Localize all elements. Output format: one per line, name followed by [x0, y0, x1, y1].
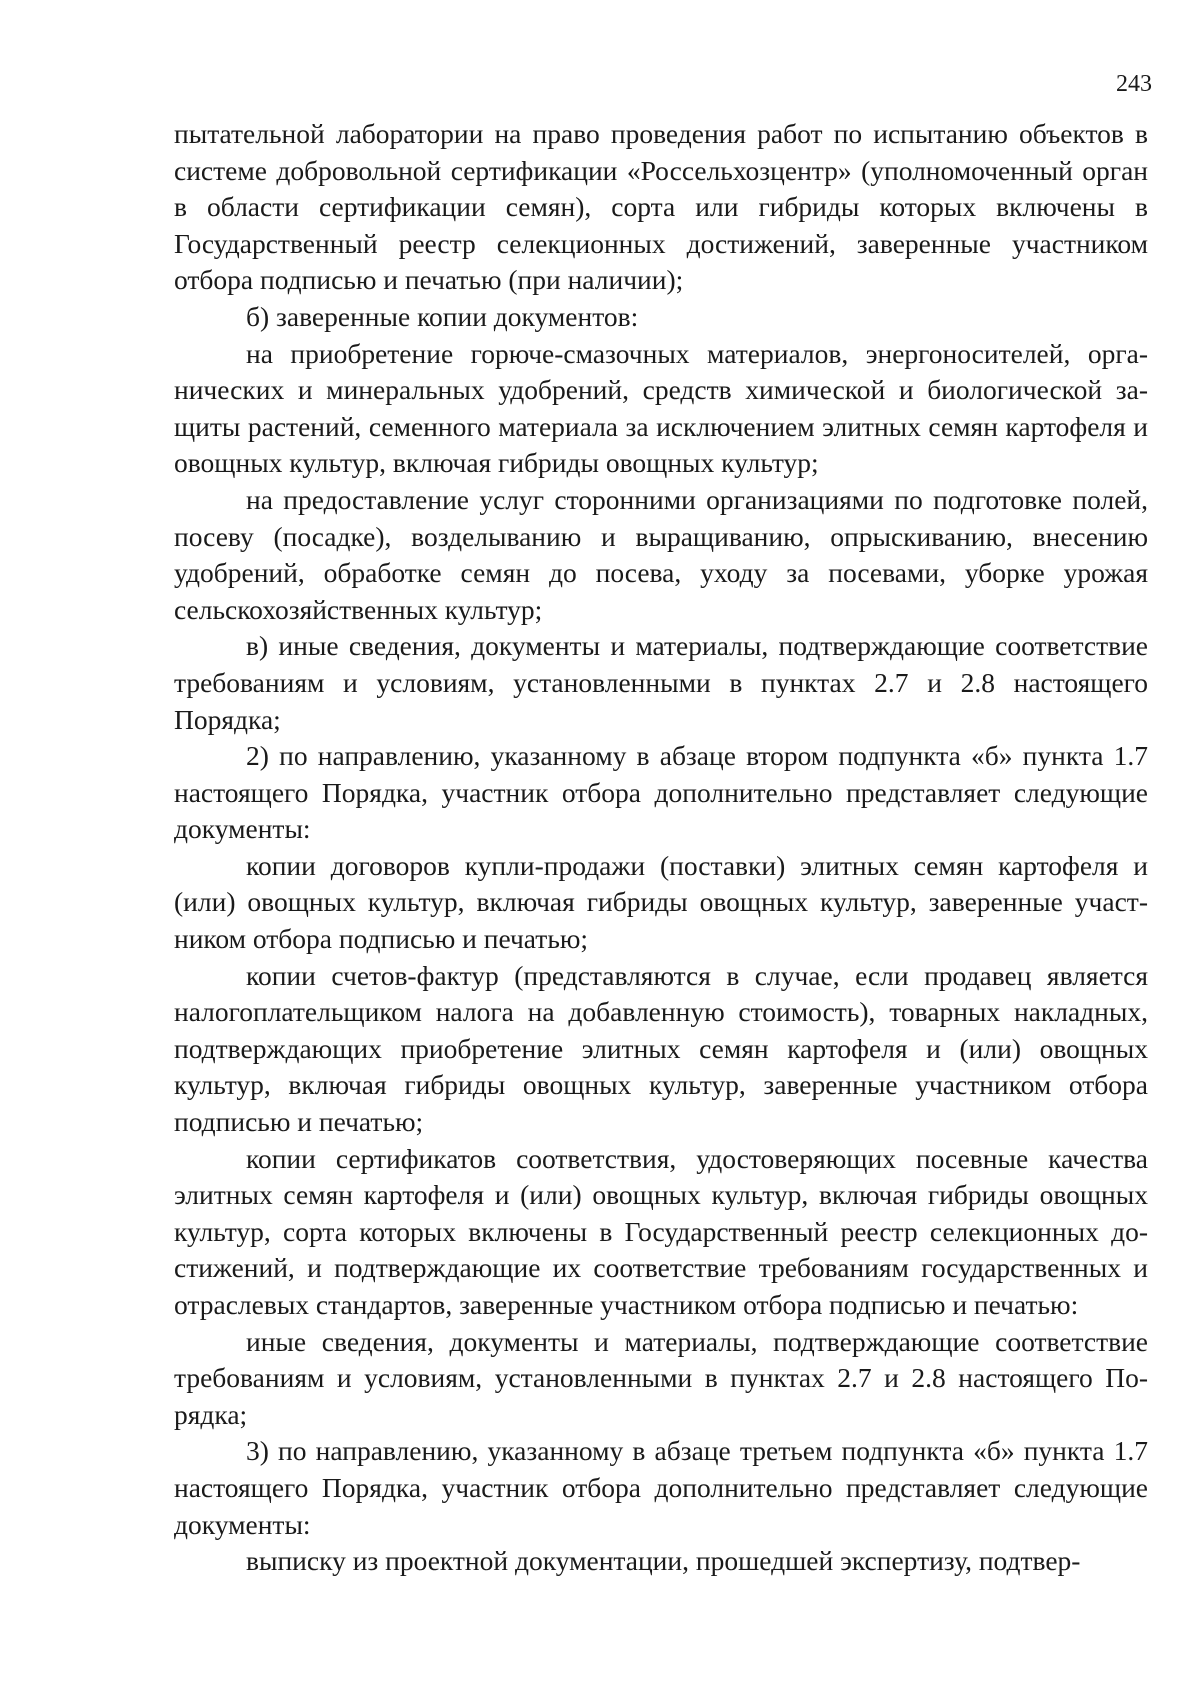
paragraph-4: на предоставление услуг сторонними организациями по подготовке полей, посеву (посадке), возделыванию и выращиванию, опрыскиванию, внесению удобрений, обработке семян до посева, уходу за посевами, уборке урожая сельскохозяйственных культур;	[174, 483, 1148, 625]
paragraph-7: копии договоров купли-продажи (поставки) элитных семян картофеля и (или) овощных культур, включая гибриды овощных культур, заверенные участником отбора подписью и печатью;	[174, 849, 1148, 955]
paragraph-1: пытательной лаборатории на право проведения работ по испытанию объектов в системе добровольной сертификации «Россельхозцентр» (уполномоченный орган в области сертификации семян), сорта или гибриды которых включены в Государственный реестр селекционных достижений, заверенные участником отбора подписью и печатью (при наличии);	[174, 118, 1148, 296]
paragraph-8: копии счетов-фактур (представляются в случае, если продавец является налогоплательщиком налога на добавленную стоимость), товарных накладных, подтверждающих приобретение элитных семян картофеля и (или) овощных культур, включая гибриды овощных культур, заверенные участником отбора подписью и печатью;	[174, 959, 1148, 1138]
paragraph-6: 2) по направлению, указанному в абзаце втором подпункта «б» пункта 1.7 настоящего Порядка, участник отбора дополнительно представляет следующие документы:	[174, 740, 1148, 845]
page-number: 243	[1116, 71, 1152, 97]
paragraph-5: в) иные сведения, документы и материалы, подтверждающие соответствие требованиям и условиям, установленными в пунктах 2.7 и 2.8 настоящего Порядка;	[174, 630, 1148, 735]
paragraph-3: на приобретение горюче-смазочных материалов, энергоносителей, органических и минеральных удобрений, средств химической и биологической защиты растений, семенного материала за исключением элитных семян картофеля и овощных культур, включая гибриды овощных культур;	[174, 337, 1148, 479]
paragraph-12: выписку из проектной документации, прошедшей экспертизу, подтвер-	[246, 1545, 1081, 1577]
paragraph-9: копии сертификатов соответствия, удостоверяющих посевные качества элитных семян картофеля и (или) овощных культур, включая гибриды овощных культур, сорта которых включены в Государственный реестр селекционных достижений, и подтверждающие их соответствие требованиям государственных и отраслевых стандартов, заверенные участником отбора подписью и печатью:	[174, 1142, 1148, 1320]
document-body	[174, 116, 1148, 1580]
paragraph-11: 3) по направлению, указанному в абзаце третьем подпункта «б» пункта 1.7 настоящего Порядка, участник отбора дополнительно представляет следующие документы:	[174, 1435, 1148, 1540]
paragraph-10: иные сведения, документы и материалы, подтверждающие соответствие требованиям и условиям, установленными в пунктах 2.7 и 2.8 настоящего Порядка;	[174, 1325, 1148, 1430]
paragraph-2: б) заверенные копии документов:	[246, 300, 639, 332]
